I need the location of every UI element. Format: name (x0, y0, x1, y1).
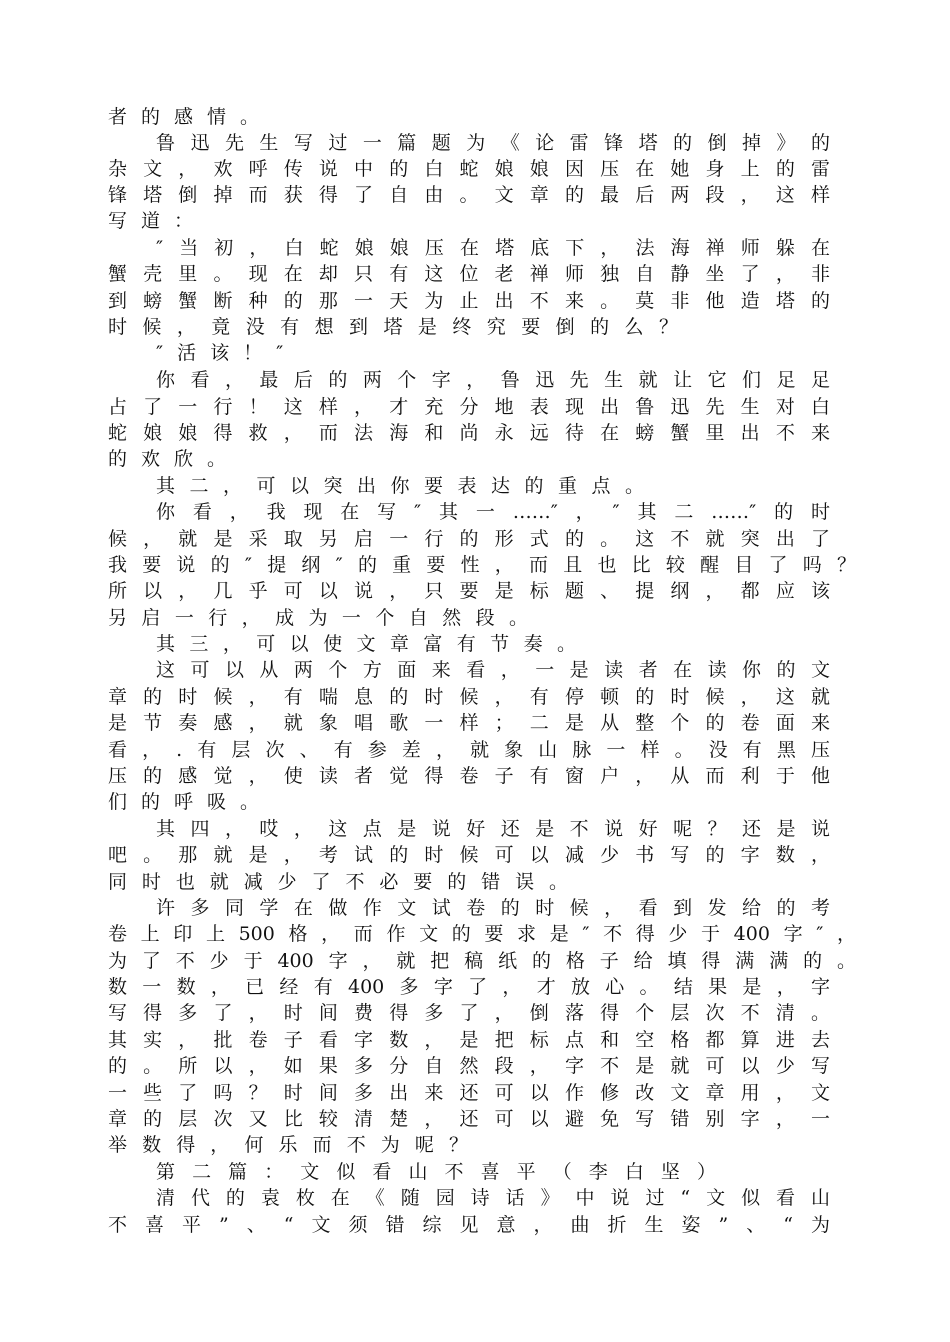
text-line: 杂文，欢呼传说中的白蛇娘娘因压在她身上的雷 (108, 158, 830, 180)
text-line: 吧。那就是，考试的时候可以减少书写的字数， (108, 844, 830, 866)
text-line: 其实，批卷子看字数，是把标点和空格都算进去 (108, 1029, 830, 1051)
text-line: ″活该！″ (156, 342, 298, 364)
text-line: 所以，几乎可以说，只要是标题、提纲，都应该 (108, 580, 830, 602)
text-line: 鲁迅先生写过一篇题为《论雷锋塔的倒掉》的 (156, 132, 830, 154)
text-line: 蟹壳里。现在却只有这位老禅师独自静坐了，非 (108, 263, 830, 285)
text-line: 为了不少于400字，就把稿纸的格子给填得满满的。 (108, 950, 856, 972)
text-line: 一些了吗？时间多出来还可以作修改文章用，文 (108, 1082, 830, 1104)
text-line: 看，.有层次、有参差，就象山脉一样。没有黑压 (108, 739, 830, 761)
text-line: 其四，哎，这点是说好还是不说好呢？还是说 (156, 818, 830, 840)
text-line: 锋塔倒掉而获得了自由。文章的最后两段，这样 (108, 184, 830, 206)
text-line: 占了一行！这样，才充分地表现出鲁迅先生对白 (108, 396, 830, 418)
text-line: 章的层次又比较清楚，还可以避免写错别字，一 (108, 1108, 830, 1130)
text-line: 们的呼吸。 (108, 791, 274, 813)
text-line: 是节奏感，就象唱歌一样；二是从整个的卷面来 (108, 712, 830, 734)
text-line: 的。所以，如果多分自然段，字不是就可以少写 (108, 1055, 830, 1077)
text-line: 其二，可以突出你要表达的重点。 (156, 475, 644, 497)
text-line: 数一数，已经有400多字了，才放心。结果是，字 (108, 976, 830, 998)
text-line: 你看，最后的两个字，鲁迅先生就让它们足足 (156, 369, 830, 391)
text-line: 时候，竟没有想到塔是终究要倒的么？ (108, 316, 678, 338)
text-line: 到螃蟹断种的那一天为止出不来。莫非他造塔的 (108, 290, 830, 312)
text-line: 许多同学在做作文试卷的时候，看到发给的考 (156, 897, 830, 919)
text-line: 的欢欣。 (108, 448, 241, 470)
text-line: ″当初，白蛇娘娘压在塔底下，法海禅师躲在 (156, 237, 830, 259)
text-line: 举数得，何乐而不为呢？ (108, 1134, 468, 1156)
text-line: 章的时候，有喘息的时候，有停顿的时候，这就 (108, 686, 830, 708)
text-line: 写得多了，时间费得多了，倒落得个层次不清。 (108, 1002, 830, 1024)
text-line: 者的感情。 (108, 106, 274, 128)
text-line: 候，就是采取另启一行的形式的。这不就突出了 (108, 528, 830, 550)
text-line: 卷上印上500格，而作文的要求是″不得少于400字″， (108, 923, 856, 945)
section-heading: 第二篇：文似看山不喜平（李白坚） (156, 1161, 716, 1183)
text-line: 压的感觉，使读者觉得卷子有窗户，从而利于他 (108, 765, 830, 787)
text-line: 写道： (108, 210, 208, 232)
text-line: 其三，可以使文章富有节奏。 (156, 633, 576, 655)
text-line: 蛇娘娘得救，而法海和尚永远待在螃蟹里出不来 (108, 422, 830, 444)
text-line: 另启一行，成为一个自然段。 (108, 607, 528, 629)
text-line: 不喜平”、“文须错综见意，曲折生姿”、“为 (108, 1214, 830, 1236)
text-line: 这可以从两个方面来看，一是读者在读你的文 (156, 659, 830, 681)
text-line: 你看，我现在写″其一……″，″其二……″的时 (156, 501, 830, 523)
text-line: 清代的袁枚在《随园诗话》中说过“文似看山 (156, 1187, 830, 1209)
text-line: 同时也就减少了不必要的错误。 (108, 871, 568, 893)
text-line: 我要说的″提纲″的重要性，而且也比较醒目了吗？ (108, 554, 856, 576)
